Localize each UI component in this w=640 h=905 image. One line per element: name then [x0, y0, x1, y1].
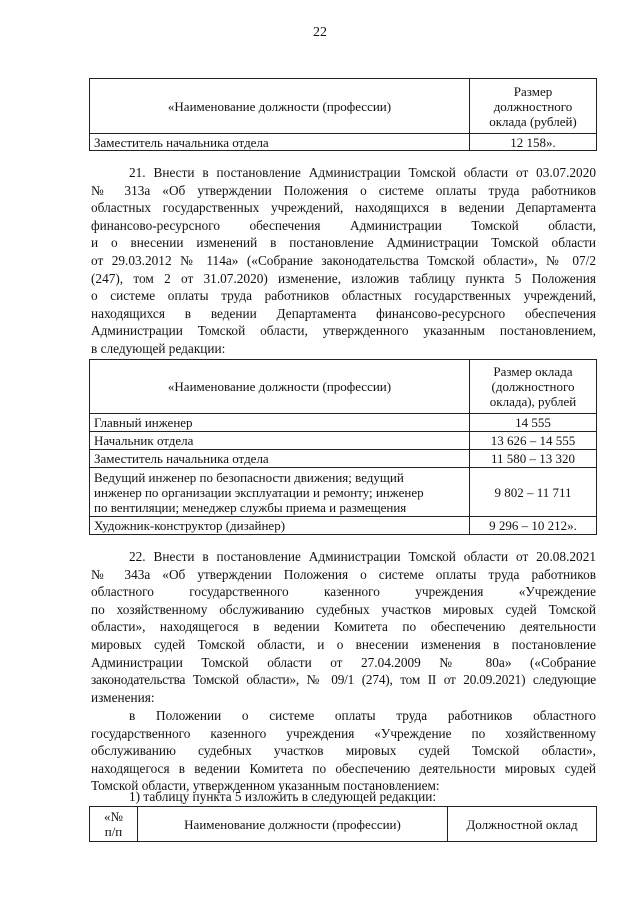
item-1: 1) таблицу пункта 5 изложить в следующей редакции: — [129, 789, 437, 804]
para22-line: законодательства Томской области», № 09/1 (274), том II от 20.09.2021) следующие — [91, 672, 596, 688]
salary-table-2 — [89, 359, 597, 535]
table3-header-salary: Должностной оклад — [448, 807, 597, 842]
para21-line: финансово-ресурсного обеспечения Администрации Томской области, — [91, 217, 596, 233]
para22-line: по хозяйственному обслуживанию судебных участков мировых судей Томской — [91, 601, 596, 617]
table2-row-salary: 9 296 – 10 212». — [470, 517, 597, 535]
para21-line: от 29.03.2012 № 114а» («Собрание законодательства Томской области», № 07/2 — [91, 252, 596, 268]
paragraph-22-amendment — [91, 707, 596, 795]
salary-table-3 — [89, 806, 597, 842]
para22-line: области», находящегося в ведении Комитета по обеспечению деятельности — [91, 619, 596, 635]
table-row — [90, 517, 597, 535]
table1-row-salary: 12 158». — [470, 134, 597, 151]
table2-row-salary: 14 555 — [470, 414, 597, 432]
table3-header-no: «№ п/п — [90, 807, 138, 842]
para22-line: областного государственного казенного учреждения «Учреждение — [91, 584, 596, 600]
paragraph-22 — [91, 548, 596, 706]
para22b-line: государственного казенного учреждения «Учреждение по хозяйственному — [91, 725, 596, 741]
para21-line: о системе оплаты труда работников областных государственных учреждений, — [91, 288, 596, 304]
para22b-line: находящегося в ведении Комитета по обеспечению деятельности мировых судей — [91, 760, 596, 776]
table-row — [90, 450, 597, 468]
table2-row-name: Главный инженер — [90, 414, 470, 432]
para22-line: № 343а «Об утверждении Положения о системе оплаты труда работников — [91, 566, 596, 582]
table2-row-name: Художник-конструктор (дизайнер) — [90, 517, 470, 535]
table1-header-salary: Размер должностного оклада (рублей) — [470, 79, 597, 134]
table1-row-name: Заместитель начальника отдела — [90, 134, 470, 151]
table1-header-name: «Наименование должности (профессии) — [90, 79, 470, 134]
table2-header-salary: Размер оклада (должностного оклада), рублей — [470, 360, 597, 414]
table2-row-name: Заместитель начальника отдела — [90, 450, 470, 468]
para21-line: № 313а «Об утверждении Положения о системе оплаты труда работников — [91, 182, 596, 198]
para21-line: и о внесении изменений в постановление Администрации Томской области — [91, 235, 596, 251]
table2-header-name: «Наименование должности (профессии) — [90, 360, 470, 414]
para22-line: мировых судей Томской области, и о внесении изменения в постановление — [91, 636, 596, 652]
para21-line: в следующей редакции: — [91, 340, 226, 356]
salary-table-1 — [89, 78, 597, 151]
para22-line: изменения: — [91, 689, 155, 705]
para21-line: находящихся в ведении Департамента финансово-ресурсного обеспечения — [91, 305, 596, 321]
table2-row-salary: 13 626 – 14 555 — [470, 432, 597, 450]
page-number: 22 — [313, 25, 327, 40]
para22b-line: Томской области, утвержденном указанным постановлением: — [91, 778, 440, 794]
table3-header-name: Наименование должности (профессии) — [138, 807, 448, 842]
para21-line: 21. Внести в постановление Администрации Томской области от 03.07.2020 — [129, 165, 596, 180]
paragraph-21 — [91, 164, 596, 358]
para22-line: 22. Внести в постановление Администрации Томской области от 20.08.2021 — [129, 549, 596, 564]
para21-line: Администрации Томской области, утвержденного указанным постановлением, — [91, 323, 596, 339]
para21-line: (247), том 2 от 31.07.2020) изменение, изложив таблицу пункта 5 Положения — [91, 270, 596, 286]
table2-row-salary: 11 580 – 13 320 — [470, 450, 597, 468]
table2-row-name: Ведущий инженер по безопасности движения; ведущий инженер по организации эксплуатации и ремонту; инженер по вентиляции; менеджер службы приема и размещения — [90, 468, 470, 517]
para21-line: областных государственных учреждений, находящихся в ведении Департамента — [91, 200, 596, 216]
table-row — [90, 414, 597, 432]
para22b-line: обслуживанию судебных участков мировых судей Томской области», — [91, 743, 596, 759]
table-row — [90, 432, 597, 450]
table2-row-name: Начальник отдела — [90, 432, 470, 450]
para22b-line: в Положении о системе оплаты труда работников областного — [129, 708, 596, 723]
table2-row-salary: 9 802 – 11 711 — [470, 468, 597, 517]
table-row — [90, 134, 597, 151]
table-row — [90, 468, 597, 517]
para22-line: Администрации Томской области от 27.04.2009 № 80а» («Собрание — [91, 654, 596, 670]
